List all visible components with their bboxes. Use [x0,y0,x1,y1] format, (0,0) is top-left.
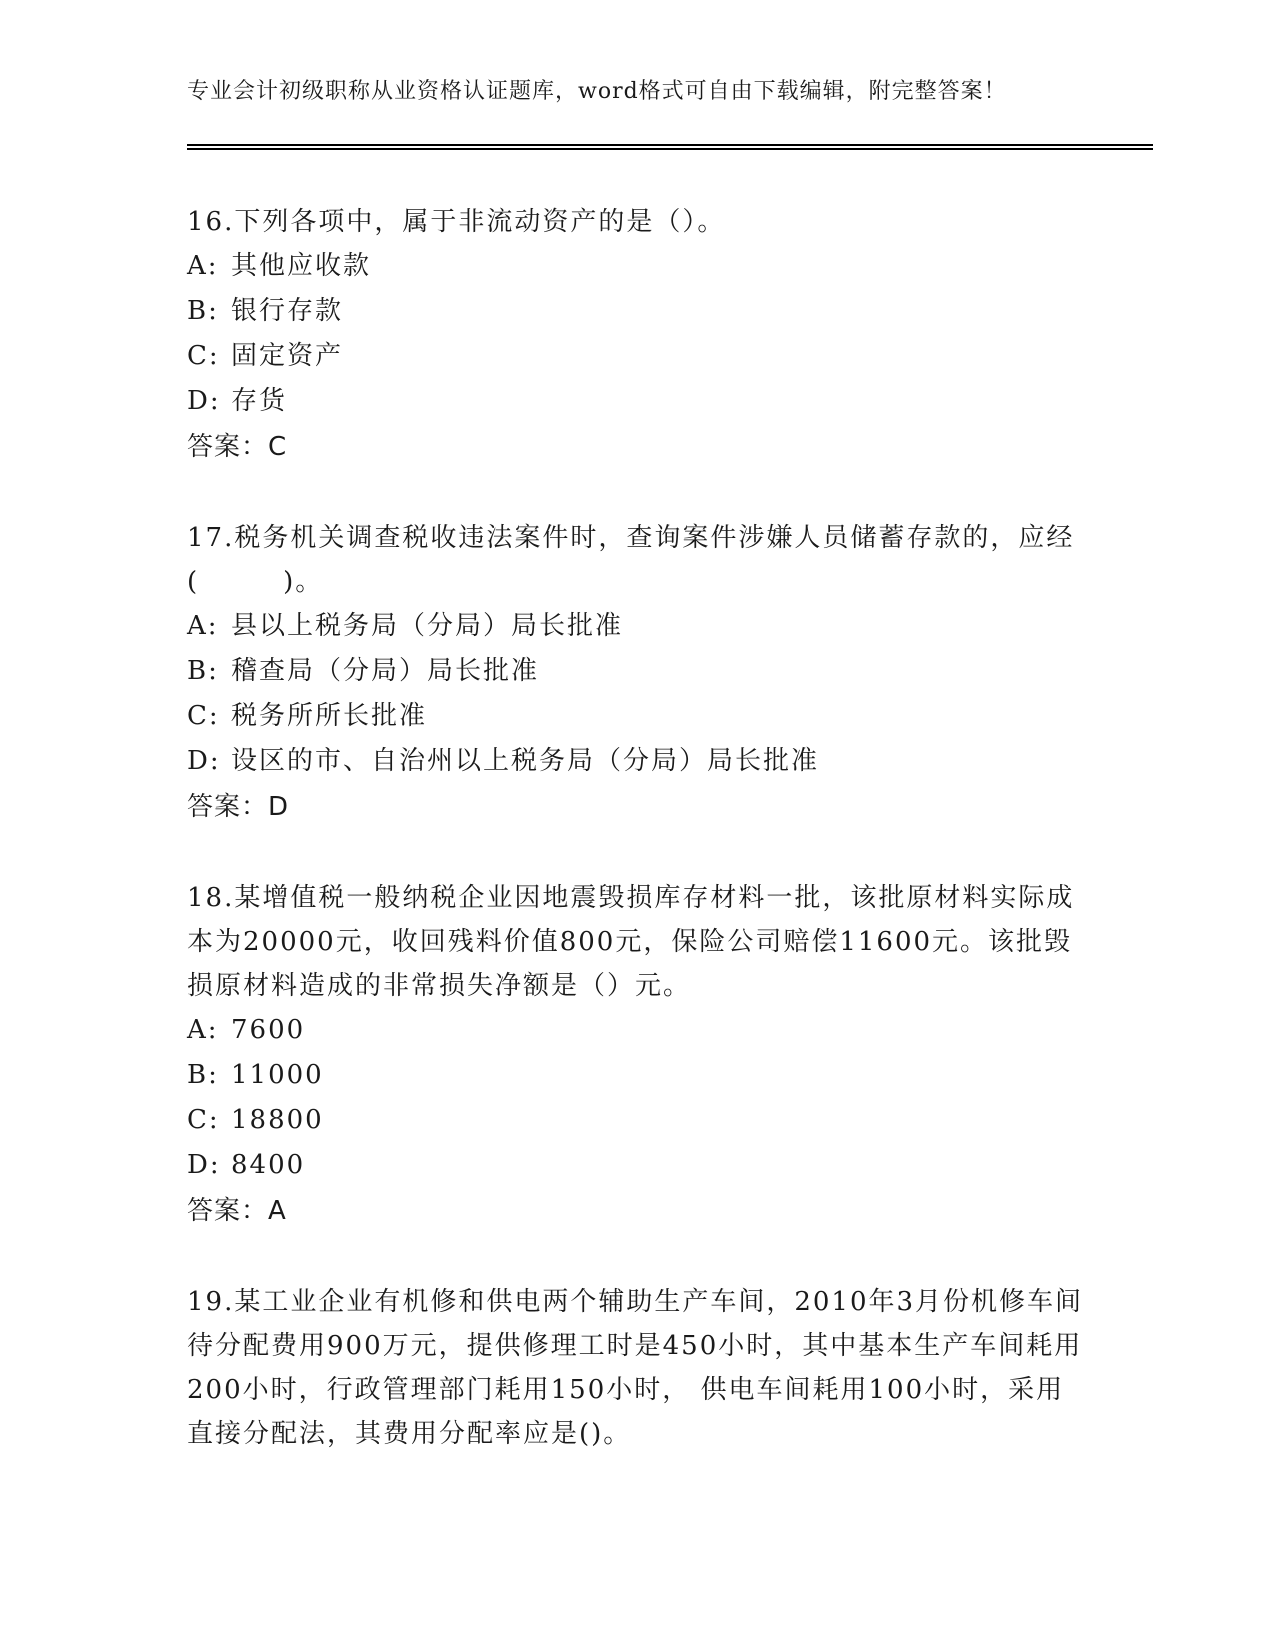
option-d [187,379,1087,424]
answer-line: 答案：D [187,792,290,822]
option-d [187,739,1087,784]
option-text: 8400 [231,1150,306,1180]
option-b [187,649,1087,694]
question-stem: 16.下列各项中，属于非流动资产的是（）。 [187,207,726,237]
option-text: 固定资产 [231,341,344,371]
header-divider [187,144,1153,150]
option-letter: A: [187,251,219,281]
question-stem: 18.某增值税一般纳税企业因地震毁损库存材料一批，该批原材料实际成本为20000元，收回残料价值800元，保险公司赔偿11600元。该批毁损原材料造成的非常损失净额是（）元。 [187,883,1075,1001]
option-text: 7600 [231,1015,306,1045]
option-a [187,1008,1087,1053]
question-stem: 17.税务机关调查税收违法案件时，查询案件涉嫌人员储蓄存款的，应经( )。 [187,523,1075,597]
option-a [187,604,1087,649]
option-d [187,1143,1087,1188]
option-letter: D: [187,1150,221,1180]
option-b [187,289,1087,334]
option-letter: D: [187,746,221,776]
question-stem: 19.某工业企业有机修和供电两个辅助生产车间，2010年3月份机修车间待分配费用900万元，提供修理工时是450小时，其中基本生产车间耗用200小时，行政管理部门耗用150小时， 供电车间耗用100小时，采用直接分配法，其费用分配率应是()。 [187,1287,1084,1449]
option-letter: A: [187,611,219,641]
question-17 [187,516,1087,830]
option-letter: B: [187,1060,219,1090]
option-letter: A: [187,1015,219,1045]
option-letter: C: [187,701,220,731]
question-19 [187,1280,1087,1456]
answer-line: 答案：C [187,432,288,462]
option-text: 县以上税务局（分局）局长批准 [231,611,624,641]
answer-line: 答案：A [187,1196,287,1226]
option-letter: B: [187,656,219,686]
option-text: 其他应收款 [231,251,372,281]
question-16 [187,200,1087,470]
option-text: 银行存款 [231,296,344,326]
question-list [187,200,1087,1502]
option-text: 18800 [231,1105,324,1135]
option-text: 存货 [231,386,288,416]
question-18 [187,876,1087,1234]
page-header: 专业会计初级职称从业资格认证题库，word格式可自由下载编辑，附完整答案！ [187,79,1007,104]
option-c [187,1098,1087,1143]
option-b [187,1053,1087,1098]
option-a [187,244,1087,289]
option-text: 11000 [231,1060,324,1090]
option-letter: D: [187,386,221,416]
option-text: 设区的市、自治州以上税务局（分局）局长批准 [231,746,820,776]
option-letter: B: [187,296,219,326]
option-letter: C: [187,1105,220,1135]
option-letter: C: [187,341,220,371]
option-c [187,334,1087,379]
option-text: 稽查局（分局）局长批准 [231,656,540,686]
option-text: 税务所所长批准 [231,701,428,731]
option-c [187,694,1087,739]
